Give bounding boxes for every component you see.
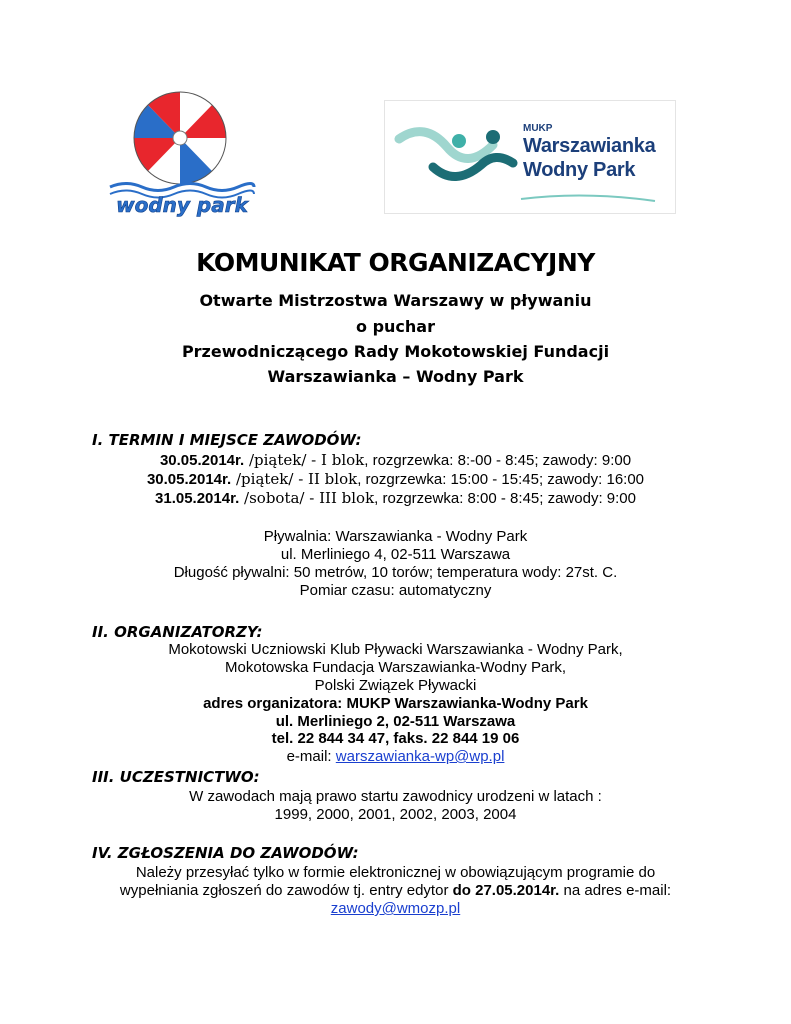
registration-email-link[interactable]: zawody@wmozp.pl xyxy=(330,900,461,917)
mukp-logo-line1: Warszawianka xyxy=(523,135,656,157)
subtitle-line-1: Otwarte Mistrzostwa Warszawy w pływaniu xyxy=(199,291,592,310)
mukp-logo-line2: Wodny Park xyxy=(523,159,636,181)
participation-line-2: 1999, 2000, 2001, 2002, 2003, 2004 xyxy=(274,806,517,823)
organizer-1: Mokotowski Uczniowski Klub Pływacki Warszawianka - Wodny Park, xyxy=(168,641,623,658)
registration-email-line xyxy=(0,900,791,918)
organizer-address-1: adres organizatora: MUKP Warszawianka-Wodny Park xyxy=(203,695,588,712)
schedule-block-1: 30.05.2014r. /piątek/ - I blok, rozgrzewka: 8:-00 - 8:45; zawody: 9:00 xyxy=(159,451,632,469)
wodny-park-logo xyxy=(106,86,258,220)
registration-line-2: wypełniania zgłoszeń do zawodów tj. entry edytor do 27.05.2014r. na adres e-mail: xyxy=(119,882,672,899)
organizer-email-line: e-mail: warszawianka-wp@wp.pl xyxy=(286,748,505,765)
pool-length: Długość pływalni: 50 metrów, 10 torów; temperatura wody: 27st. C. xyxy=(173,564,618,581)
wodny-park-logo-text: wodny park xyxy=(116,193,248,217)
mukp-label: MUKP xyxy=(523,123,553,134)
timing-info: Pomiar czasu: automatyczny xyxy=(299,582,492,599)
subtitle-line-3: Przewodniczącego Rady Mokotowskiej Fundacji xyxy=(181,342,610,361)
swimmer-wave-icon xyxy=(385,101,677,215)
pool-name: Pływalnia: Warszawianka - Wodny Park xyxy=(263,528,528,545)
organizer-2: Mokotowska Fundacja Warszawianka-Wodny Park, xyxy=(225,659,566,676)
subtitle-line-2: o puchar xyxy=(356,317,435,336)
schedule-block-2: 30.05.2014r. /piątek/ - II blok, rozgrzewka: 15:00 - 15:45; zawody: 16:00 xyxy=(146,470,645,488)
beach-ball-icon xyxy=(106,86,258,220)
organizer-email-link[interactable]: warszawianka-wp@wp.pl xyxy=(335,748,505,765)
organizer-address-2: ul. Merliniego 2, 02-511 Warszawa xyxy=(275,713,516,730)
participation-line-1: W zawodach mają prawo startu zawodnicy urodzeni w latach : xyxy=(189,788,602,805)
mukp-logo xyxy=(384,100,676,214)
section-1-heading: I. TERMIN I MIEJSCE ZAWODÓW: xyxy=(92,431,362,449)
subtitle-line-4: Warszawianka – Wodny Park xyxy=(267,367,524,386)
organizer-3: Polski Związek Pływacki xyxy=(314,677,477,694)
section-2-heading: II. ORGANIZATORZY: xyxy=(92,623,263,641)
organizer-phone: tel. 22 844 34 47, faks. 22 844 19 06 xyxy=(271,730,520,747)
pool-address: ul. Merliniego 4, 02-511 Warszawa xyxy=(280,546,511,563)
registration-line-1: Należy przesyłać tylko w formie elektronicznej w obowiązującym programie do xyxy=(135,864,656,881)
document-title: KOMUNIKAT ORGANIZACYJNY xyxy=(196,248,595,277)
section-4-heading: IV. ZGŁOSZENIA DO ZAWODÓW: xyxy=(92,844,359,862)
section-3-heading: III. UCZESTNICTWO: xyxy=(92,768,260,786)
schedule-block-3: 31.05.2014r. /sobota/ - III blok, rozgrzewka: 8:00 - 8:45; zawody: 9:00 xyxy=(155,489,636,507)
